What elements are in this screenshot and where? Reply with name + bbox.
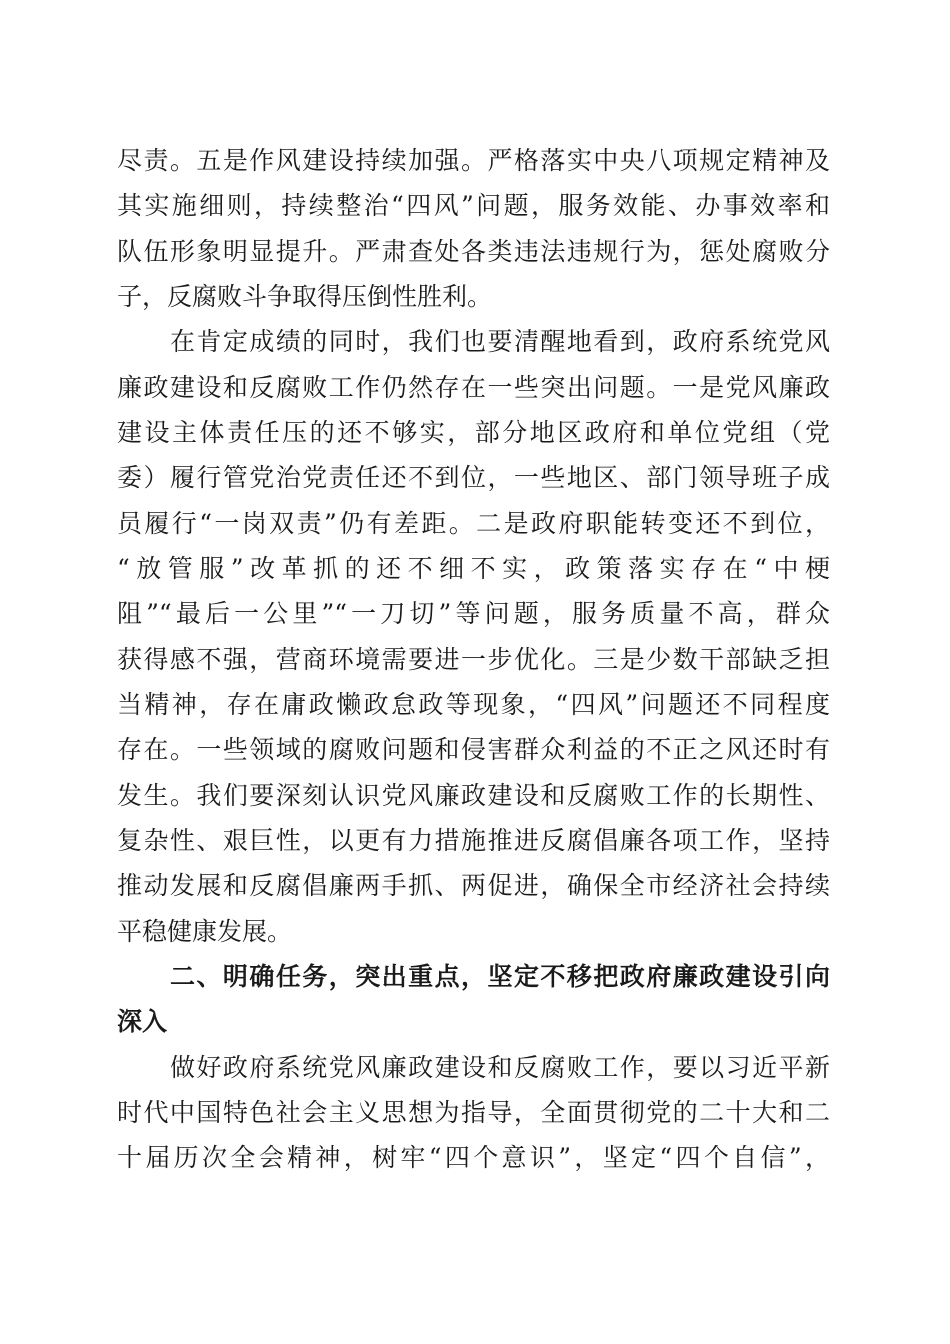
text-line: 十届历次全会精神，树牢“四个意识”，坚定“四个自信”， — [117, 1143, 830, 1172]
text-line: 队伍形象明显提升。严肃查处各类违法违规行为，惩处腐败分 — [117, 237, 830, 266]
text-line: 平稳健康发展。 — [117, 917, 293, 946]
section-heading: 二、明确任务，突出重点，坚定不移把政府廉政建设引向 — [170, 962, 830, 991]
text-line: 发生。我们要深刻认识党风廉政建设和反腐败工作的长期性、 — [117, 781, 830, 810]
text-line: 员履行“一岗双责”仍有差距。二是政府职能转变还不到位， — [117, 509, 830, 538]
text-line: 委）履行管党治党责任还不到位，一些地区、部门领导班子成 — [117, 463, 830, 492]
text-line: 阻”“最后一公里”“一刀切”等问题，服务质量不高，群众 — [117, 599, 830, 628]
section-heading: 深入 — [117, 1007, 168, 1036]
text-line: 尽责。五是作风建设持续加强。严格落实中央八项规定精神及 — [117, 146, 830, 175]
text-line: 时代中国特色社会主义思想为指导，全面贯彻党的二十大和二 — [117, 1098, 830, 1127]
text-line: 子，反腐败斗争取得压倒性胜利。 — [117, 282, 493, 311]
text-line: 推动发展和反腐倡廉两手抓、两促进，确保全市经济社会持续 — [117, 871, 830, 900]
text-line: 其实施细则，持续整治“四风”问题，服务效能、办事效率和 — [117, 191, 830, 220]
text-line: 获得感不强，营商环境需要进一步优化。三是少数干部缺乏担 — [117, 645, 830, 674]
text-line: 在肯定成绩的同时，我们也要清醒地看到，政府系统党风 — [170, 327, 830, 356]
text-line: 复杂性、艰巨性，以更有力措施推进反腐倡廉各项工作，坚持 — [117, 826, 830, 855]
text-line: 做好政府系统党风廉政建设和反腐败工作，要以习近平新 — [170, 1053, 830, 1082]
text-line: “放管服”改革抓的还不细不实，政策落实存在“中梗 — [117, 554, 830, 583]
text-line: 存在。一些领域的腐败问题和侵害群众利益的不正之风还时有 — [117, 735, 830, 764]
text-line: 建设主体责任压的还不够实，部分地区政府和单位党组（党 — [117, 418, 830, 447]
text-line: 廉政建设和反腐败工作仍然存在一些突出问题。一是党风廉政 — [117, 373, 830, 402]
text-line: 当精神，存在庸政懒政怠政等现象，“四风”问题还不同程度 — [117, 690, 830, 719]
